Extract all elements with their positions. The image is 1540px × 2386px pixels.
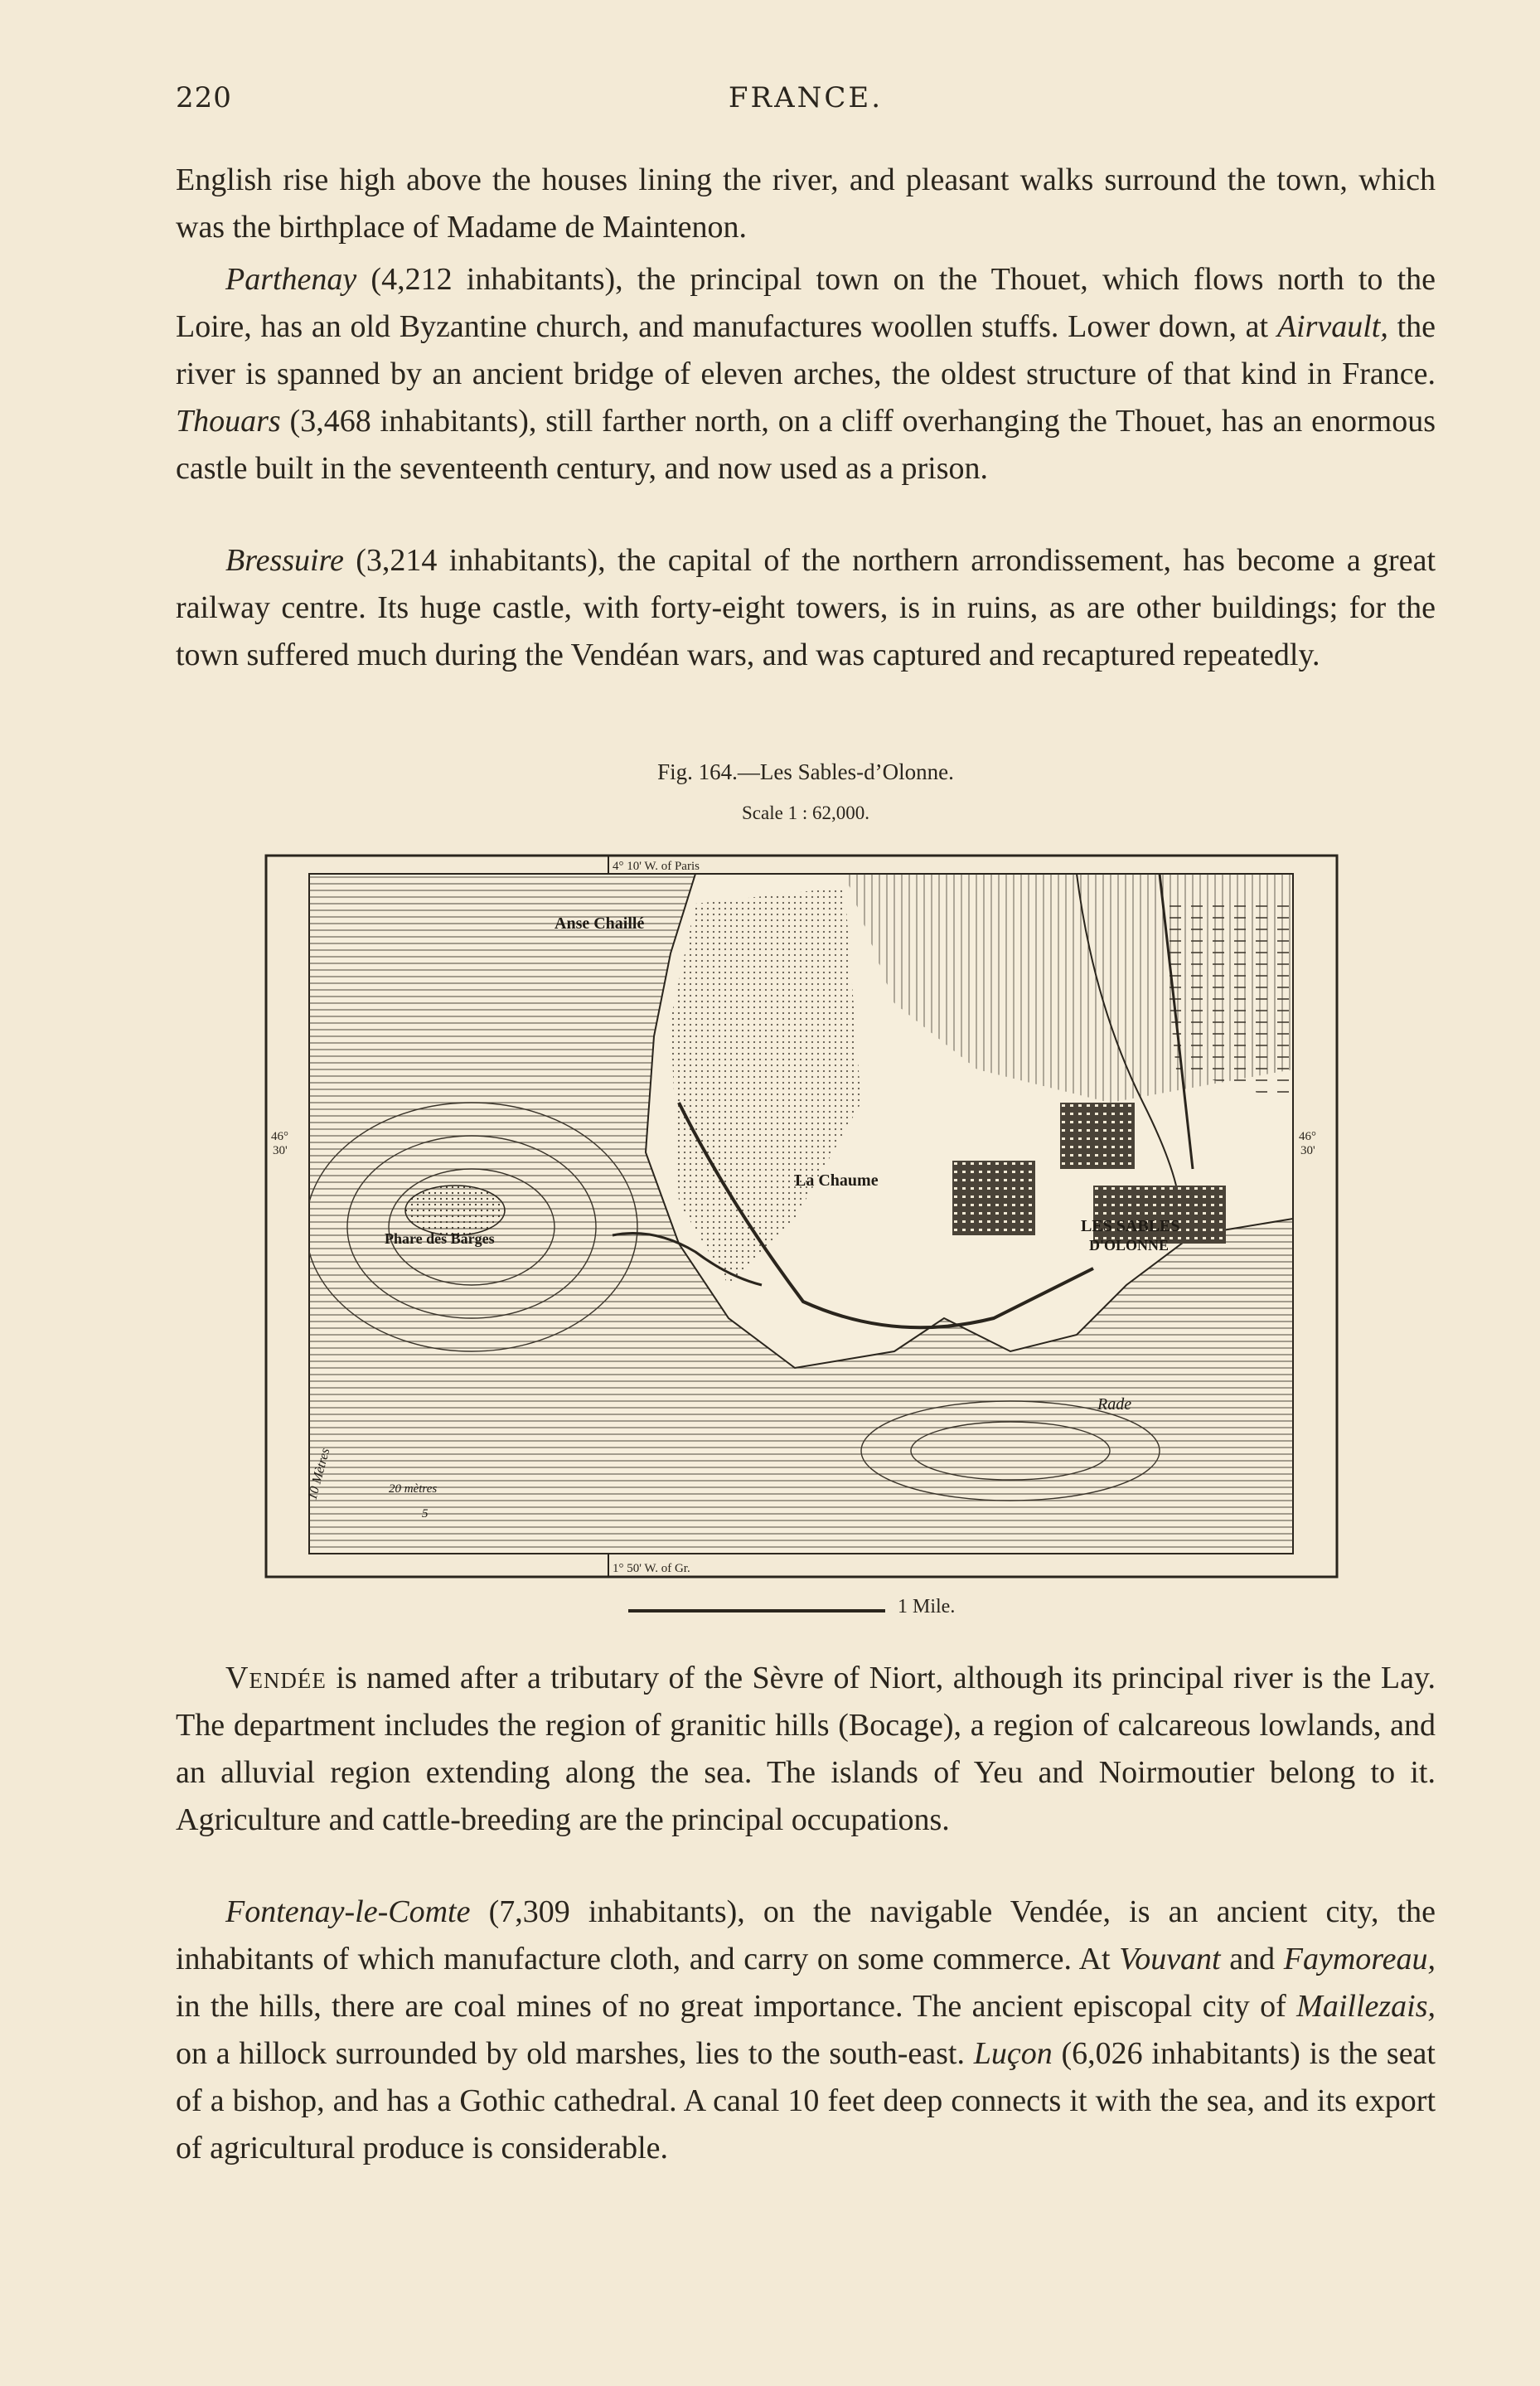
text-run: (3,214 inhabitants), the capital of the northern arrondissement, has become a great railway centre. Its huge castle, with forty-eight towers, is in ruins, as are other buildings; for the town suffered much during the Vendéan wars, and was captured and recaptured repeatedly. [176, 543, 1436, 672]
label-rade: Rade [1097, 1395, 1132, 1414]
label-les-sables: LES SABLES [1081, 1217, 1180, 1235]
text-run: in the hills, there are coal mines of no great importance. The ancient episcopal city of [176, 1989, 1297, 2024]
paragraph-1: English rise high above the houses lining the river, and pleasant walks surround the town, which was the birthplace of Madame de Maintenon. [176, 162, 1436, 245]
label-dolonne: D'OLONNE [1089, 1237, 1170, 1254]
place-name: Luçon [973, 2036, 1053, 2071]
scale-bar-label: 1 Mile. [898, 1596, 956, 1617]
text-run: (7,309 inhabitants), on the navigable Vendée, is an ancient city, the inhabitants of which manufacture cloth, and carry on some commerce. At [176, 1894, 1436, 1976]
text-run: is named after a tributary of the Sèvre of Niort, although its principal river is the Lay. The department includes the region of granitic hills (Bocage), a region of calcareous lowlands, and an alluvial region extending along the sea. The islands of Yeu and Noirmoutier belong to it. Agriculture and cattle-breeding are the principal occupations. [176, 1661, 1436, 1837]
text-run: (6,026 inhabitants) is the seat of a bishop, and has a Gothic cathedral. A canal 10 feet deep connects it with the sea, and its export of agricultural produce is considerable. [176, 2036, 1436, 2165]
paragraph-4 [176, 1655, 1436, 1844]
label-anse-chaille: Anse Chaillé [554, 914, 645, 933]
map-figure [264, 854, 1339, 1579]
place-name: Fontenay-le-Comte [225, 1894, 471, 1929]
running-title: FRANCE. [728, 81, 884, 114]
label-la-chaume: La Chaume [795, 1171, 879, 1190]
label-10-metres: 10 Mètres [305, 1446, 333, 1502]
label-5: 5 [422, 1507, 429, 1520]
figure-caption: Fig. 164.—Les Sables-d’Olonne. [657, 759, 954, 784]
text-run: (4,212 inhabitants), the principal town on the Thouet, which flows north to the Loire, has an old Byzantine church, and manufactures woollen stuffs. Lower down, at [176, 262, 1436, 344]
paragraph-5 [176, 1889, 1436, 2172]
page-header [176, 81, 1436, 123]
barges-island [405, 1186, 505, 1235]
place-name: Bressuire [225, 543, 344, 578]
text-run: on a hillock surrounded by old marshes, lies to the south-east. [176, 2036, 974, 2071]
right-latitude-deg: 46° [1299, 1130, 1316, 1143]
town-la-chaume [952, 1161, 1035, 1235]
place-name: Airvault, [1276, 309, 1388, 344]
paragraph-2 [176, 256, 1436, 492]
scale-bar [628, 1596, 960, 1621]
text-run: and [1220, 1942, 1284, 1976]
right-latitude-min: 30' [1300, 1144, 1315, 1157]
map-svg [264, 854, 1339, 1579]
bottom-longitude-label: 1° 50' W. of Gr. [613, 1562, 690, 1575]
label-20-metres: 20 mètres [389, 1482, 438, 1496]
text-run: the river is spanned by an ancient bridge of eleven arches, the oldest structure of that kind in France. [176, 309, 1436, 391]
figure-scale: Scale 1 : 62,000. [742, 803, 869, 823]
town-harbour [1060, 1103, 1135, 1169]
left-latitude-min: 30' [273, 1144, 288, 1157]
place-name: Faymoreau, [1283, 1942, 1436, 1976]
department-name: Vendée [225, 1661, 327, 1695]
text-run: (3,468 inhabitants), still farther north, on a cliff overhanging the Thouet, has an enormous castle built in the seventeenth century, and now used as a prison. [176, 404, 1436, 486]
paragraph-3 [176, 537, 1436, 679]
top-longitude-label: 4° 10' W. of Paris [613, 860, 700, 873]
scale-bar-line [628, 1609, 885, 1612]
left-latitude-deg: 46° [271, 1130, 288, 1143]
place-name: Parthenay [225, 262, 357, 297]
place-name: Vouvant [1119, 1942, 1221, 1976]
place-name: Thouars [176, 404, 281, 439]
place-name: Maillezais, [1296, 1989, 1436, 2024]
label-phare-des-barges: Phare des Barges [385, 1230, 495, 1247]
page-number: 220 [176, 81, 232, 114]
